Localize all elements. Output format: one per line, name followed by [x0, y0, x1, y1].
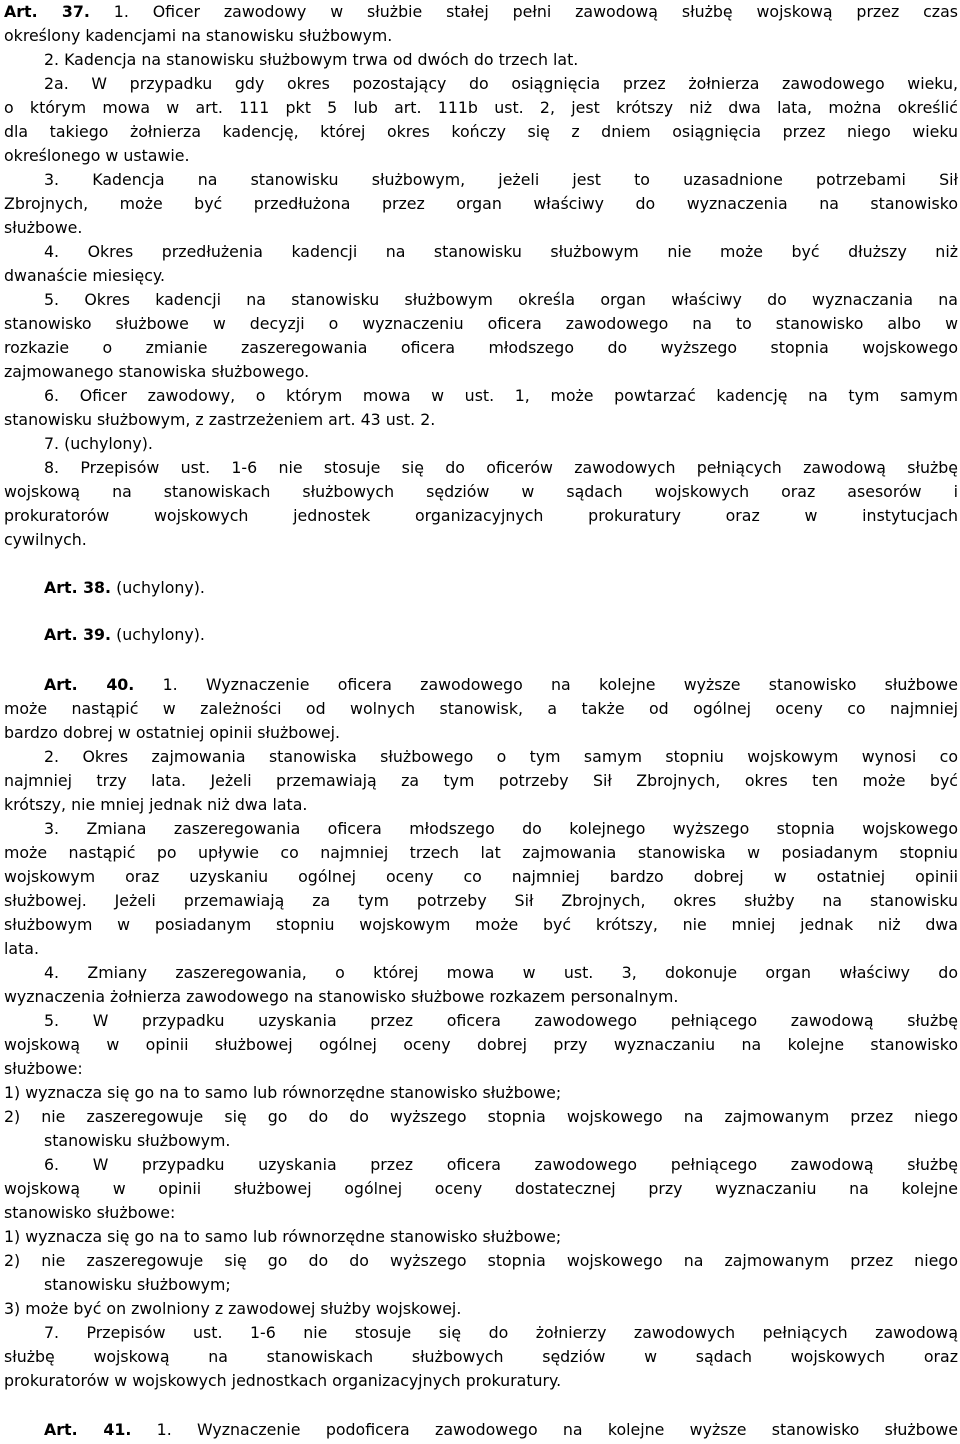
art40-line-9: wojskowym oraz uzyskaniu ogólnej oceny co najmniej bardzo dobrej w ostatniej opinii	[4, 867, 958, 886]
art37-line-14: stanowisko służbowe w decyzji o wyznaczeniu oficera zawodowego na to stanowisko albo w	[4, 314, 958, 333]
art37-line-6: dla takiego żołnierza kadencję, której okres kończy się z dniem osiągnięcia przez niego wieku	[4, 122, 958, 141]
art37-line-16: zajmowanego stanowiska służbowego.	[4, 362, 310, 381]
art37-line-7: określonego w ustawie.	[4, 146, 190, 165]
art40-line-29: służbę wojskową na stanowiskach służbowych sędziów w sądach wojskowych oraz	[4, 1347, 958, 1366]
art37-line-2: określony kadencjami na stanowisku służbowym.	[4, 26, 393, 45]
art38-paragraph: Art. 38. (uchylony).	[44, 578, 205, 597]
art37-line-4: 2a. W przypadku gdy okres pozostający do osiągnięcia przez żołnierza zawodowego wieku,	[44, 74, 958, 93]
art41-line-1: Art. 41. 1. Wyznaczenie podoficera zawodowego na kolejne wyższe stanowisko służbowe	[44, 1420, 958, 1439]
art40-line-12: lata.	[4, 939, 39, 958]
art38-heading: Art. 38.	[44, 578, 112, 597]
art40-line-27: 3) może być on zwolniony z zawodowej służby wojskowej.	[4, 1299, 462, 1318]
art40-line-28: 7. Przepisów ust. 1-6 nie stosuje się do żołnierzy zawodowych pełniących zawodową	[44, 1323, 958, 1342]
art37-line-17: 6. Oficer zawodowy, o którym mowa w ust. 1, może powtarzać kadencję na tym samym	[44, 386, 958, 405]
art37-line-5: o którym mowa w art. 111 pkt 5 lub art. 111b ust. 2, jest krótszy niż dwa lata, można określić	[4, 98, 958, 117]
art40-line-18: 1) wyznacza się go na to samo lub równorzędne stanowisko służbowe;	[4, 1083, 562, 1102]
art37-line-19: 7. (uchylony).	[44, 434, 153, 453]
art40-line-22: wojskową w opinii służbowej ogólnej oceny dostatecznej przy wyznaczaniu na kolejne	[4, 1179, 958, 1198]
art40-line-30: prokuratorów w wojskowych jednostkach organizacyjnych prokuratury.	[4, 1371, 562, 1390]
art40-line-16: wojskową w opinii służbowej ogólnej oceny dobrej przy wyznaczaniu na kolejne stanowisko	[4, 1035, 958, 1054]
art37-line-10: służbowe.	[4, 218, 83, 237]
art40-line-13: 4. Zmiany zaszeregowania, o której mowa w ust. 3, dokonuje organ właściwy do	[44, 963, 958, 982]
art40-line-21: 6. W przypadku uzyskania przez oficera zawodowego pełniącego zawodową służbę	[44, 1155, 958, 1174]
art40-line-14: wyznaczenia żołnierza zawodowego na stanowisko służbowe rozkazem personalnym.	[4, 987, 679, 1006]
art40-line-5: najmniej trzy lata. Jeżeli przemawiają za tym potrzeby Sił Zbrojnych, okres ten może być	[4, 771, 958, 790]
art37-line-9: Zbrojnych, może być przedłużona przez organ właściwy do wyznaczenia na stanowisko	[4, 194, 958, 213]
art40-heading: Art. 40.	[44, 675, 135, 694]
art40-line-2: może nastąpić w zależności od wolnych stanowisk, a także od ogólnej oceny co najmniej	[4, 699, 958, 718]
art40-line-25: 2) nie zaszeregowuje się go do do wyższego stopnia wojskowego na zajmowanym przez niego	[4, 1251, 958, 1270]
art40-line-10: służbowej. Jeżeli przemawiają za tym potrzeby Sił Zbrojnych, okres służby na stanowisku	[4, 891, 958, 910]
art37-line-22: prokuratorów wojskowych jednostek organizacyjnych prokuratury oraz w instytucjach	[4, 506, 958, 525]
art37-line-23: cywilnych.	[4, 530, 87, 549]
art37-line-15: rozkazie o zmianie zaszeregowania oficera młodszego do wyższego stopnia wojskowego	[4, 338, 958, 357]
art40-line-17: służbowe:	[4, 1059, 83, 1078]
art41-heading: Art. 41.	[44, 1420, 132, 1439]
art40-line-20: stanowisku służbowym.	[44, 1131, 231, 1150]
art37-heading: Art. 37.	[4, 2, 90, 21]
art37-line-11: 4. Okres przedłużenia kadencji na stanowisku służbowym nie może być dłuższy niż	[44, 242, 958, 261]
art39-heading: Art. 39.	[44, 625, 112, 644]
art40-line-1: Art. 40. 1. Wyznaczenie oficera zawodowego na kolejne wyższe stanowisko służbowe	[44, 675, 958, 694]
art37-line-21: wojskową na stanowiskach służbowych sędziów w sądach wojskowych oraz asesorów i	[4, 482, 958, 501]
art40-line-26: stanowisku służbowym;	[44, 1275, 231, 1294]
art40-line-15: 5. W przypadku uzyskania przez oficera zawodowego pełniącego zawodową służbę	[44, 1011, 958, 1030]
art40-line-6: krótszy, nie mniej jednak niż dwa lata.	[4, 795, 308, 814]
art40-line-7: 3. Zmiana zaszeregowania oficera młodszego do kolejnego wyższego stopnia wojskowego	[44, 819, 958, 838]
art40-line-19: 2) nie zaszeregowuje się go do do wyższego stopnia wojskowego na zajmowanym przez niego	[4, 1107, 958, 1126]
art40-line-4: 2. Okres zajmowania stanowiska służbowego o tym samym stopniu wojskowym wynosi co	[44, 747, 958, 766]
art40-line-24: 1) wyznacza się go na to samo lub równorzędne stanowisko służbowe;	[4, 1227, 562, 1246]
art39-paragraph: Art. 39. (uchylony).	[44, 625, 205, 644]
art40-line-8: może nastąpić po upływie co najmniej trzech lat zajmowania stanowiska w posiadanym stopniu	[4, 843, 958, 862]
art37-line-20: 8. Przepisów ust. 1-6 nie stosuje się do oficerów zawodowych pełniących zawodową służbę	[44, 458, 958, 477]
art40-line-3: bardzo dobrej w ostatniej opinii służbowej.	[4, 723, 341, 742]
art37-line-3: 2. Kadencja na stanowisku służbowym trwa od dwóch do trzech lat.	[44, 50, 579, 69]
art37-line-1: Art. 37. 1. Oficer zawodowy w służbie stałej pełni zawodową służbę wojskową przez czas	[4, 2, 958, 21]
art37-line-8: 3. Kadencja na stanowisku służbowym, jeżeli jest to uzasadnione potrzebami Sił	[44, 170, 958, 189]
art40-line-11: służbowym w posiadanym stopniu wojskowym może być krótszy, nie mniej jednak niż dwa	[4, 915, 958, 934]
art37-line-12: dwanaście miesięcy.	[4, 266, 165, 285]
art37-line-13: 5. Okres kadencji na stanowisku służbowym określa organ właściwy do wyznaczania na	[44, 290, 958, 309]
art37-line-18: stanowisku służbowym, z zastrzeżeniem art. 43 ust. 2.	[4, 410, 436, 429]
art40-line-23: stanowisko służbowe:	[4, 1203, 176, 1222]
